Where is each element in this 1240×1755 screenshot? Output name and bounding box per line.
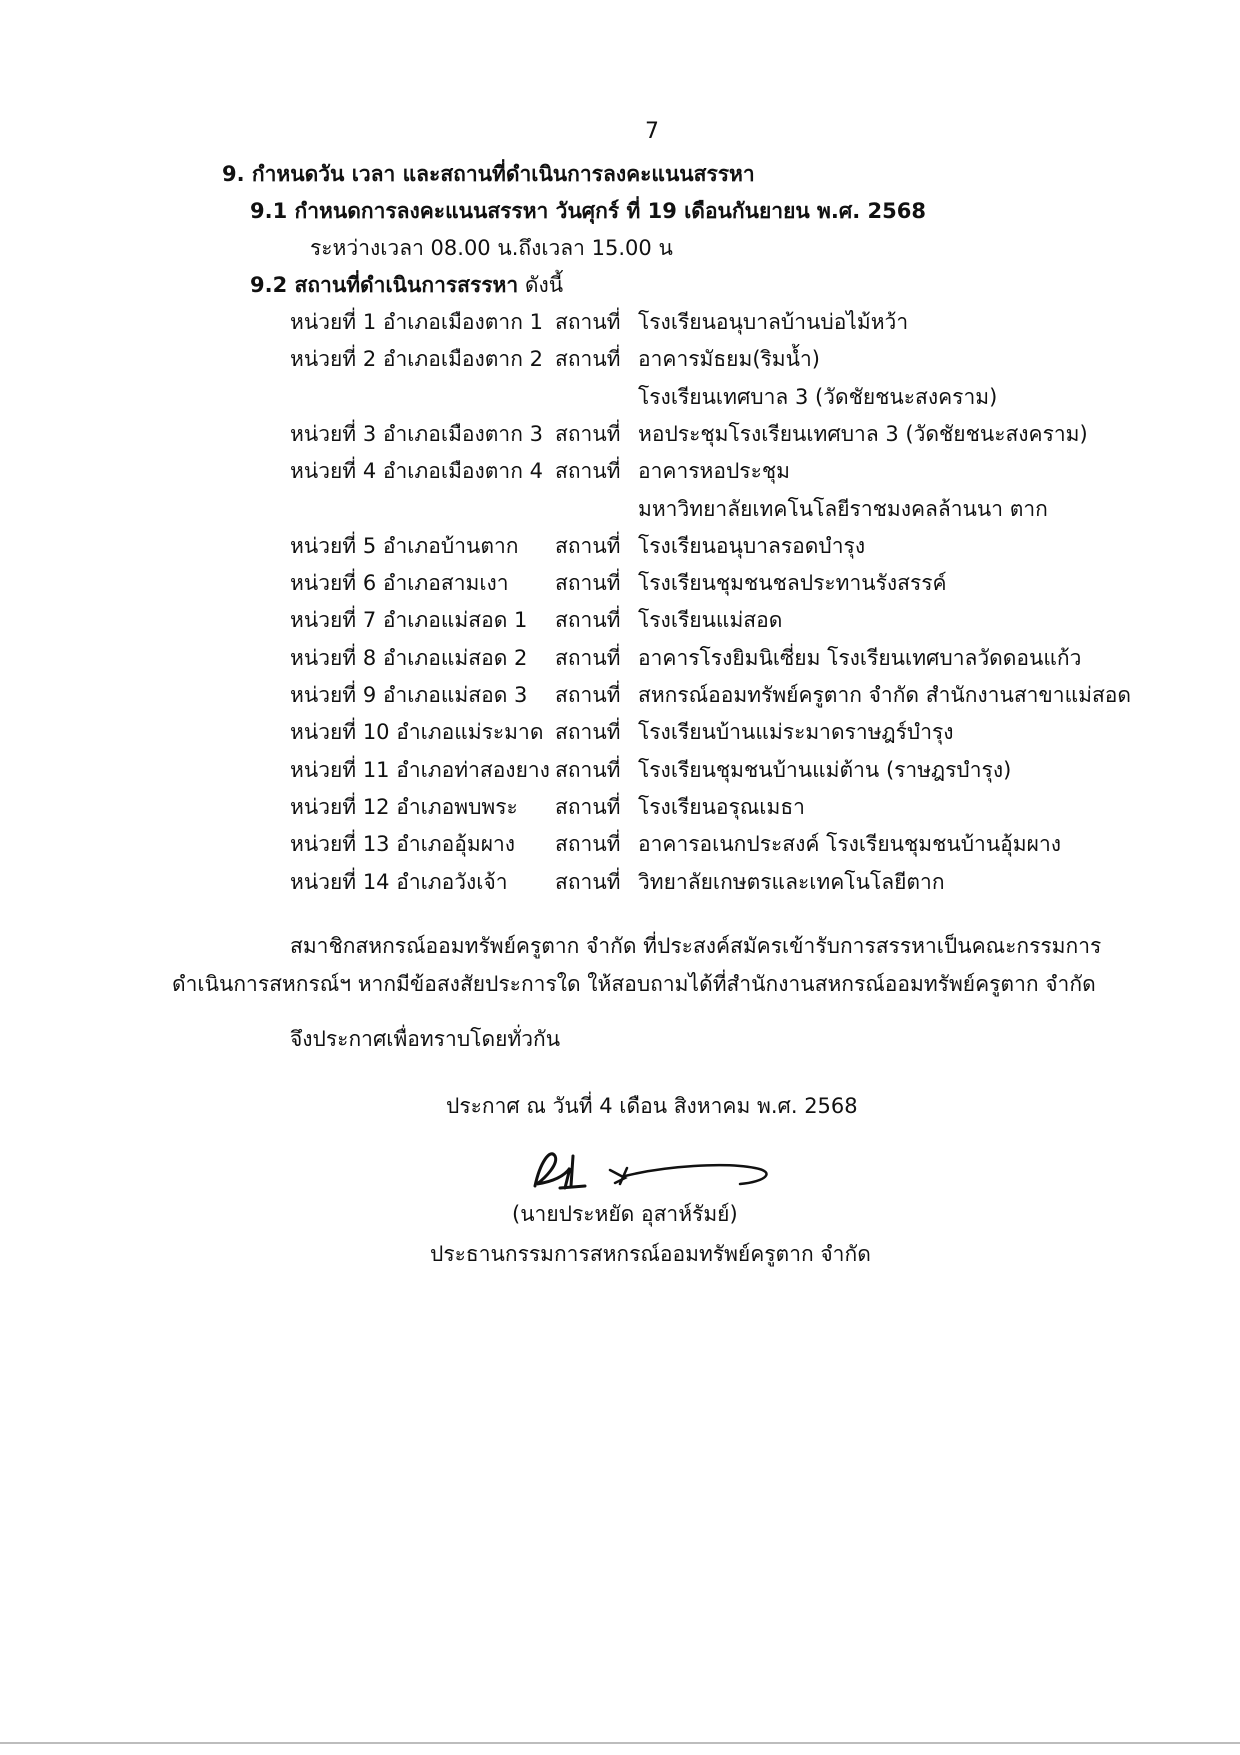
closing-paragraph-line-1: สมาชิกสหกรณ์ออมทรัพย์ครูตาก จำกัด ที่ประสงค์สมัครเข้ารับการสรรหาเป็นคณะกรรมการ bbox=[290, 934, 1102, 958]
section-9-1-heading: 9.1 กำหนดการลงคะแนนสรรหา วันศุกร์ ที่ 19 เดือนกันยายน พ.ศ. 2568 bbox=[250, 199, 926, 223]
section-9-2-heading-bold: 9.2 สถานที่ดำเนินการสรรหา bbox=[250, 273, 519, 297]
place-name: โรงเรียนอนุบาลรอดบำรุง bbox=[638, 534, 866, 558]
place-name: โรงเรียนชุมชนชลประทานรังสรรค์ bbox=[638, 571, 947, 595]
announcement-date: ประกาศ ณ วันที่ 4 เดือน สิงหาคม พ.ศ. 2568 bbox=[446, 1094, 858, 1118]
unit-name: หน่วยที่ 4 อำเภอเมืองตาก 4 bbox=[290, 459, 543, 483]
unit-name: หน่วยที่ 1 อำเภอเมืองตาก 1 bbox=[290, 310, 543, 334]
place-name: โรงเรียนอนุบาลบ้านบ่อไม้หว้า bbox=[638, 310, 909, 334]
unit-name: หน่วยที่ 12 อำเภอพบพระ bbox=[290, 795, 518, 819]
place-name: หอประชุมโรงเรียนเทศบาล 3 (วัดชัยชนะสงคราม) bbox=[638, 422, 1088, 446]
place-name: โรงเรียนบ้านแม่ระมาดราษฎร์บำรุง bbox=[638, 720, 954, 744]
handwritten-signature bbox=[515, 1138, 785, 1198]
place-name: โรงเรียนแม่สอด bbox=[638, 608, 783, 632]
place-name: อาคารมัธยม(ริมน้ำ) bbox=[638, 347, 820, 371]
place-label: สถานที่ bbox=[555, 720, 621, 744]
place-name: สหกรณ์ออมทรัพย์ครูตาก จำกัด สำนักงานสาขาแม่สอด bbox=[638, 683, 1132, 707]
unit-name: หน่วยที่ 11 อำเภอท่าสองยาง bbox=[290, 758, 550, 782]
place-label: สถานที่ bbox=[555, 646, 621, 670]
unit-name: หน่วยที่ 10 อำเภอแม่ระมาด bbox=[290, 720, 544, 744]
place-label: สถานที่ bbox=[555, 683, 621, 707]
place-label: สถานที่ bbox=[555, 870, 621, 894]
place-label: สถานที่ bbox=[555, 310, 621, 334]
place-name: มหาวิทยาลัยเทคโนโลยีราชมงคลล้านนา ตาก bbox=[638, 497, 1048, 521]
place-label: สถานที่ bbox=[555, 571, 621, 595]
unit-name: หน่วยที่ 5 อำเภอบ้านตาก bbox=[290, 534, 519, 558]
section-9-2-heading bbox=[250, 271, 563, 299]
unit-name: หน่วยที่ 3 อำเภอเมืองตาก 3 bbox=[290, 422, 543, 446]
place-label: สถานที่ bbox=[555, 795, 621, 819]
place-name: โรงเรียนอรุณเมธา bbox=[638, 795, 805, 819]
place-label: สถานที่ bbox=[555, 459, 621, 483]
place-label: สถานที่ bbox=[555, 608, 621, 632]
announcement-notice: จึงประกาศเพื่อทราบโดยทั่วกัน bbox=[290, 1027, 561, 1051]
unit-name: หน่วยที่ 13 อำเภออุ้มผาง bbox=[290, 832, 516, 856]
place-name: อาคารโรงยิมนิเซี่ยม โรงเรียนเทศบาลวัดดอนแก้ว bbox=[638, 646, 1082, 670]
section-9-2-heading-rest: ดังนี้ bbox=[518, 273, 564, 297]
unit-name: หน่วยที่ 8 อำเภอแม่สอด 2 bbox=[290, 646, 528, 670]
place-name: อาคารอเนกประสงค์ โรงเรียนชุมชนบ้านอุ้มผาง bbox=[638, 832, 1061, 856]
signatory-position: ประธานกรรมการสหกรณ์ออมทรัพย์ครูตาก จำกัด bbox=[430, 1242, 871, 1266]
place-label: สถานที่ bbox=[555, 758, 621, 782]
place-name: อาคารหอประชุม bbox=[638, 459, 790, 483]
unit-name: หน่วยที่ 9 อำเภอแม่สอด 3 bbox=[290, 683, 528, 707]
section-9-heading: 9. กำหนดวัน เวลา และสถานที่ดำเนินการลงคะแนนสรรหา bbox=[222, 162, 755, 186]
place-label: สถานที่ bbox=[555, 422, 621, 446]
place-name: โรงเรียนเทศบาล 3 (วัดชัยชนะสงคราม) bbox=[638, 385, 998, 409]
place-name: โรงเรียนชุมชนบ้านแม่ต้าน (ราษฎรบำรุง) bbox=[638, 758, 1012, 782]
closing-paragraph-line-2: ดำเนินการสหกรณ์ฯ หากมีข้อสงสัยประการใด ให้สอบถามได้ที่สำนักงานสหกรณ์ออมทรัพย์ครูตาก จำกัด bbox=[172, 972, 1096, 996]
page-number: 7 bbox=[645, 119, 659, 144]
place-label: สถานที่ bbox=[555, 832, 621, 856]
place-label: สถานที่ bbox=[555, 534, 621, 558]
unit-name: หน่วยที่ 14 อำเภอวังเจ้า bbox=[290, 870, 508, 894]
unit-name: หน่วยที่ 2 อำเภอเมืองตาก 2 bbox=[290, 347, 543, 371]
place-name: วิทยาลัยเกษตรและเทคโนโลยีตาก bbox=[638, 870, 945, 894]
unit-name: หน่วยที่ 7 อำเภอแม่สอด 1 bbox=[290, 608, 528, 632]
place-label: สถานที่ bbox=[555, 347, 621, 371]
signatory-name: (นายประหยัด อุสาห์รัมย์) bbox=[512, 1202, 738, 1226]
unit-name: หน่วยที่ 6 อำเภอสามเงา bbox=[290, 571, 509, 595]
scan-edge-line bbox=[0, 1742, 1240, 1744]
voting-time: ระหว่างเวลา 08.00 น.ถึงเวลา 15.00 น bbox=[310, 236, 673, 260]
